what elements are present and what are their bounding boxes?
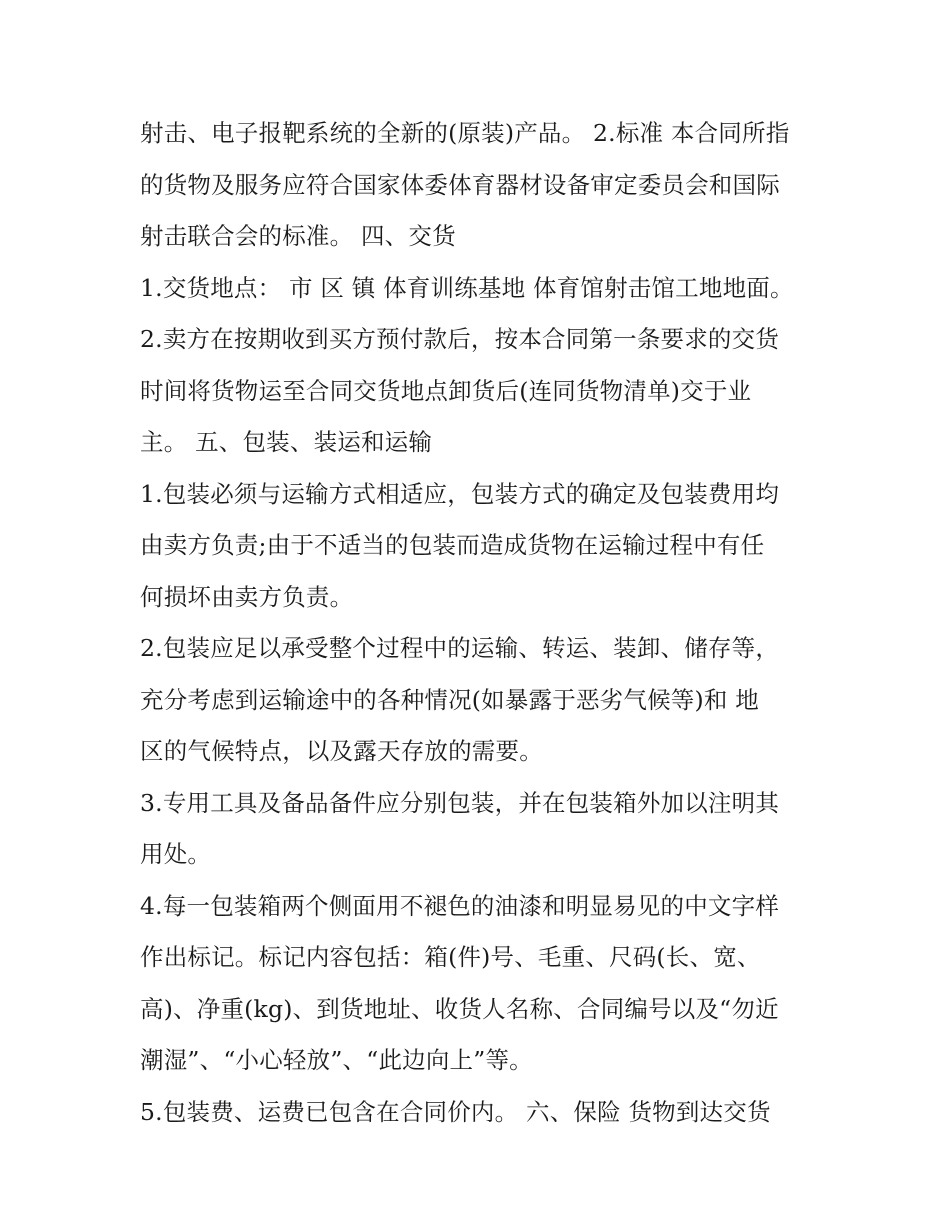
text-line: 射击联合会的标准。 四、交货 <box>140 222 456 250</box>
text-line: 潮湿”、“小心轻放”、“此边向上”等。 <box>140 1046 533 1074</box>
text-line: 充分考虑到运输途中的各种情况(如暴露于恶劣气候等)和 地 <box>140 685 759 714</box>
text-line: 用处。 <box>140 840 212 868</box>
text-line: 区的气候特点，以及露天存放的需要。 <box>140 737 543 765</box>
text-line: 的货物及服务应符合国家体委体育器材设备审定委员会和国际 <box>140 170 780 199</box>
text-line: 1.交货地点： 市 区 镇 体育训练基地 体育馆射击馆工地地面。 <box>140 273 794 302</box>
text-line: 1.包装必须与运输方式相适应，包装方式的确定及包装费用均 <box>140 479 780 508</box>
text-line: 主。 五、包装、装运和运输 <box>140 428 433 456</box>
text-line: 2.包装应足以承受整个过程中的运输、转运、装卸、储存等， <box>140 634 780 662</box>
text-line: 射击、电子报靶系统的全新的(原装)产品。 2.标准 本合同所指 <box>140 119 790 147</box>
text-line: 2.卖方在按期收到买方预付款后，按本合同第一条要求的交货 <box>140 325 780 353</box>
text-line: 由卖方负责;由于不适当的包装而造成货物在运输过程中有任 <box>140 531 765 559</box>
contract-text <box>140 108 820 1138</box>
text-line: 作出标记。标记内容包括：箱(件)号、毛重、尺码(长、宽、 <box>140 943 761 971</box>
text-line: 3.专用工具及备品备件应分别包装，并在包装箱外加以注明其 <box>140 788 780 817</box>
text-line: 5.包装费、运费已包含在合同价内。 六、保险 货物到达交货 <box>140 1097 771 1126</box>
text-line: 4.每一包装箱两个侧面用不褪色的油漆和明显易见的中文字样 <box>140 891 780 920</box>
text-line: 何损坏由卖方负责。 <box>140 582 354 611</box>
text-line: 时间将货物运至合同交货地点卸货后(连同货物清单)交于业 <box>140 376 752 405</box>
text-line: 高)、净重(kg)、到货地址、收货人名称、合同编号以及“勿近 <box>140 994 779 1023</box>
